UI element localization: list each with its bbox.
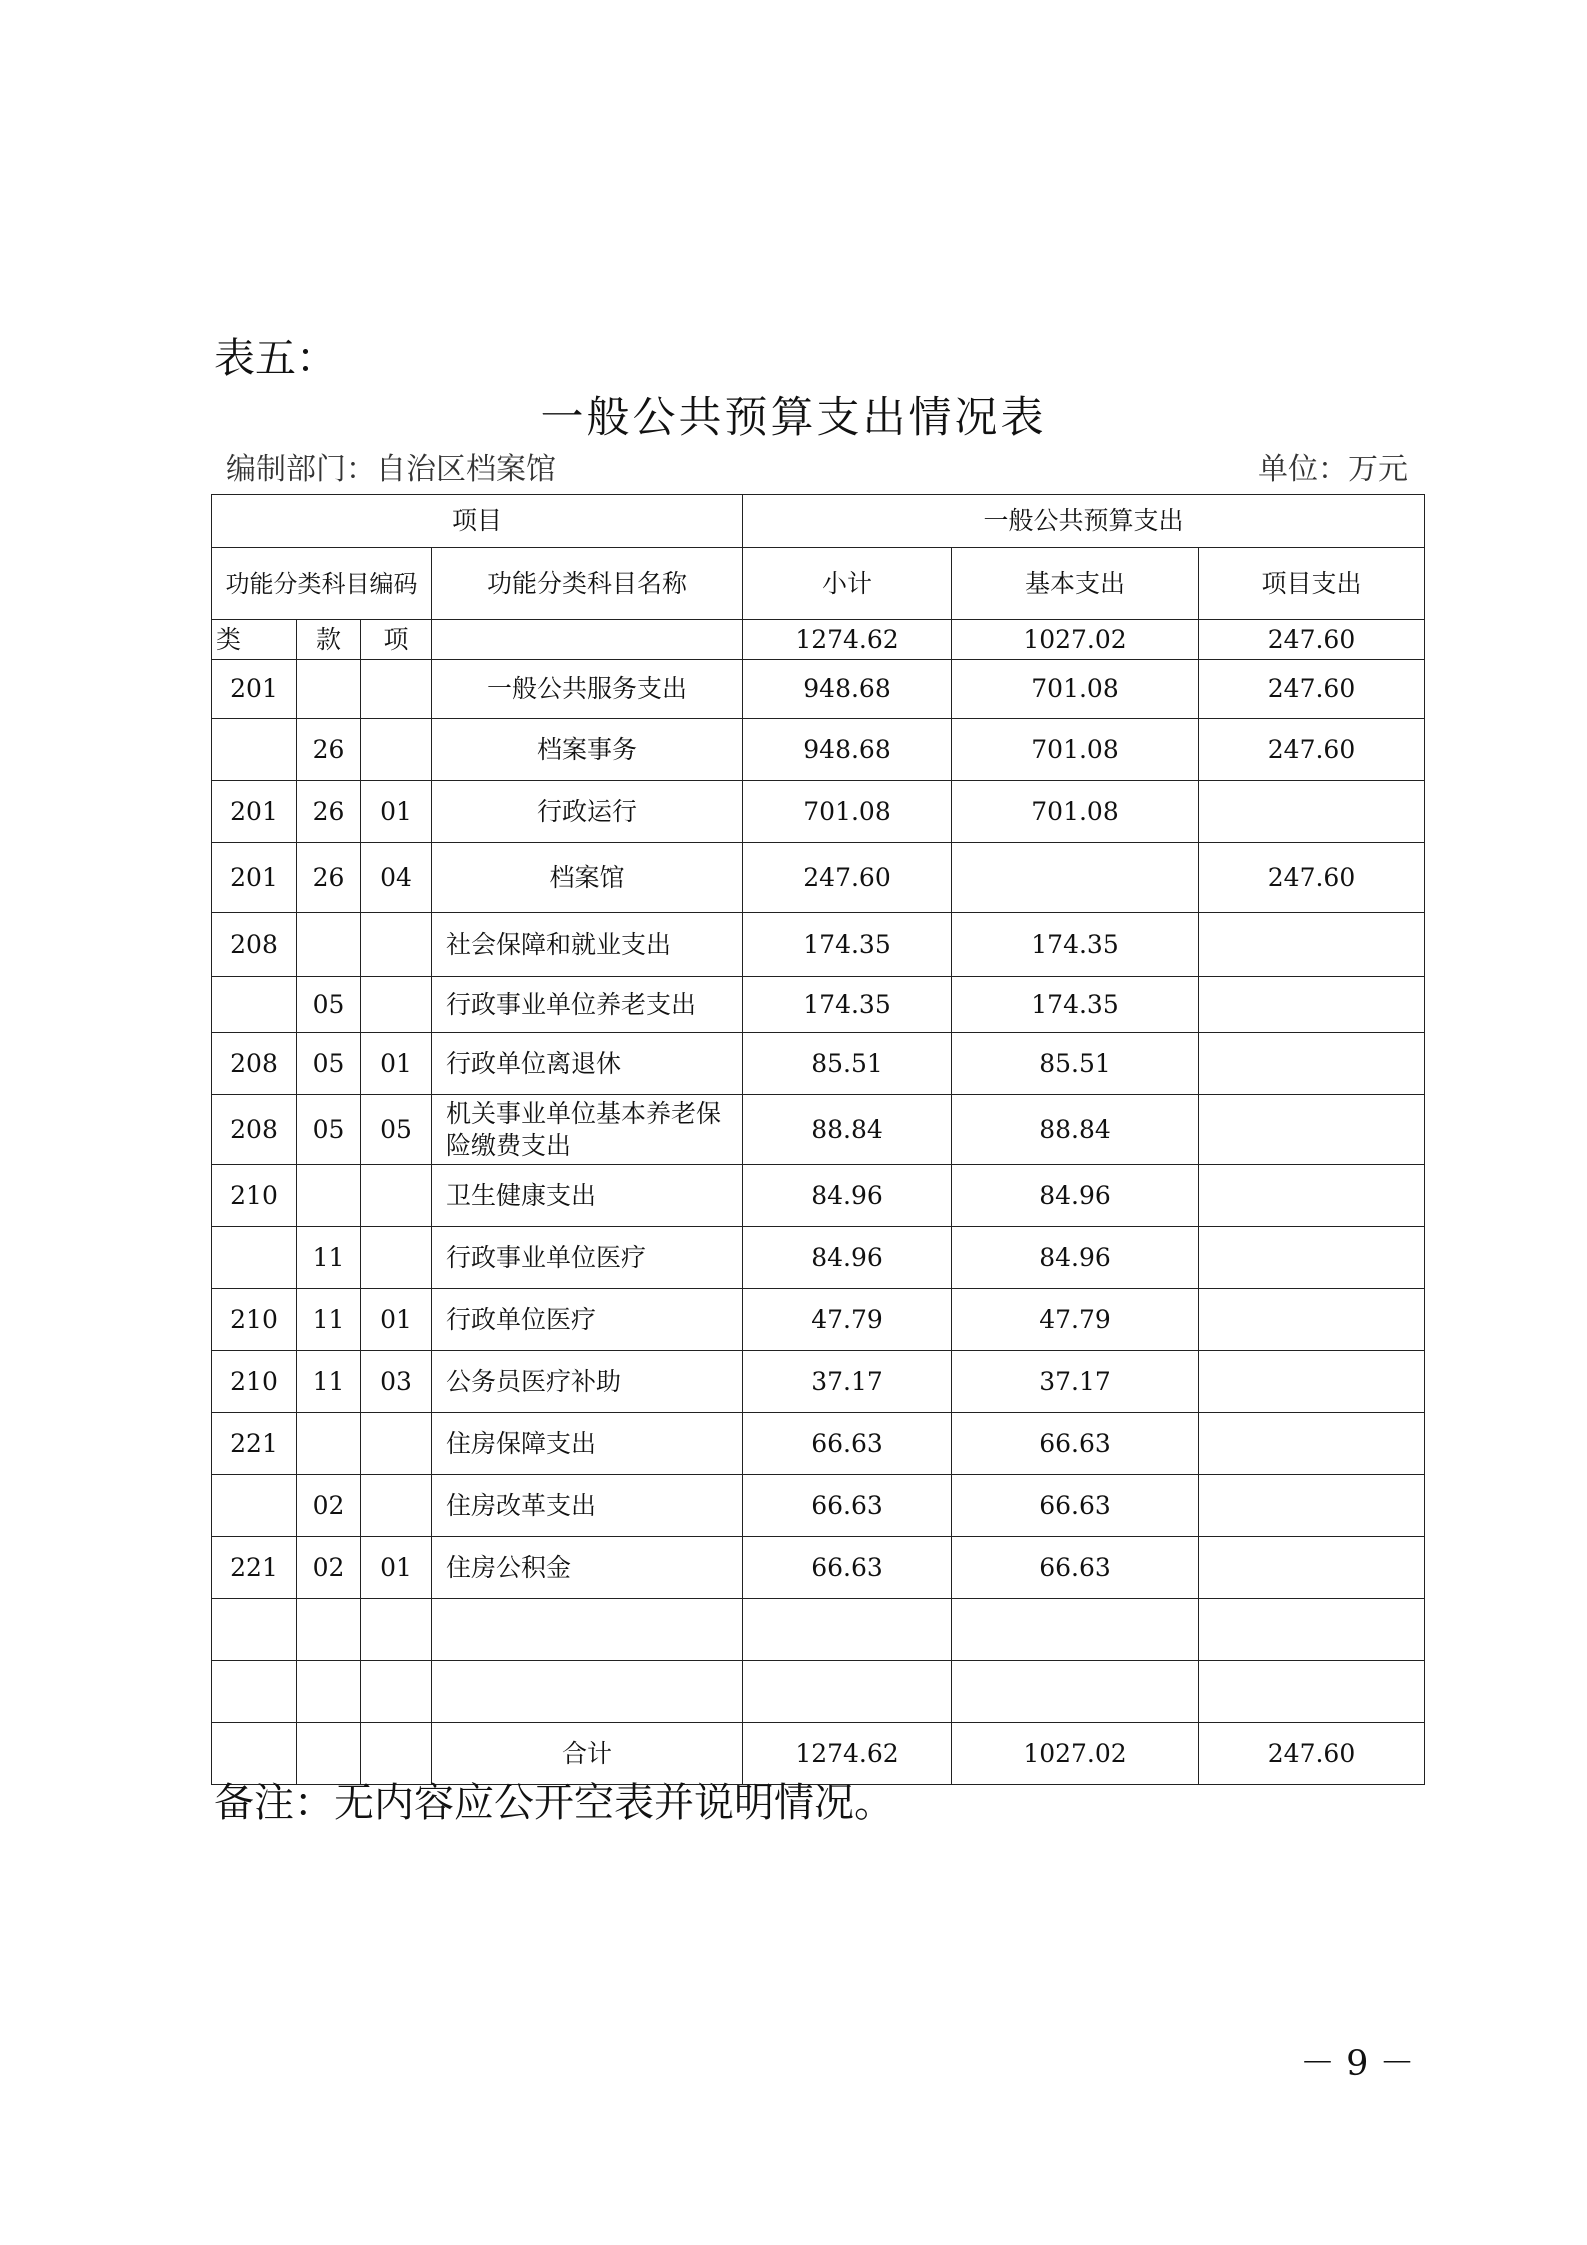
header-budget-group: 一般公共预算支出 bbox=[743, 495, 1425, 548]
code-lei-cell bbox=[212, 1227, 297, 1289]
table-row bbox=[212, 1475, 1425, 1537]
code-lei-cell: 208 bbox=[212, 1095, 297, 1165]
basic-cell: 66.63 bbox=[952, 1537, 1199, 1599]
basic-cell: 701.08 bbox=[952, 781, 1199, 843]
item-name-cell: 一般公共服务支出 bbox=[432, 660, 743, 719]
meta-row bbox=[226, 450, 1408, 490]
department-label: 编制部门：自治区档案馆 bbox=[226, 452, 556, 487]
code-kuan-cell: 26 bbox=[297, 719, 361, 781]
table-row bbox=[212, 719, 1425, 781]
project-cell bbox=[1199, 1165, 1425, 1227]
basic-cell: 701.08 bbox=[952, 660, 1199, 719]
code-xiang-cell: 04 bbox=[361, 843, 432, 913]
project-cell bbox=[1199, 913, 1425, 977]
header-code-group: 功能分类科目编码 bbox=[212, 548, 432, 620]
basic-cell: 47.79 bbox=[952, 1289, 1199, 1351]
code-xiang-cell: 01 bbox=[361, 1537, 432, 1599]
header-empty-cell bbox=[432, 620, 743, 660]
item-name-cell: 住房公积金 bbox=[432, 1537, 743, 1599]
code-lei-cell: 221 bbox=[212, 1413, 297, 1475]
project-cell bbox=[1199, 781, 1425, 843]
table-row bbox=[212, 1227, 1425, 1289]
table-row bbox=[212, 1033, 1425, 1095]
code-xiang-cell bbox=[361, 913, 432, 977]
code-kuan-cell bbox=[297, 660, 361, 719]
code-xiang-cell bbox=[361, 1599, 432, 1661]
code-kuan-cell: 26 bbox=[297, 781, 361, 843]
code-xiang-cell: 01 bbox=[361, 1289, 432, 1351]
project-cell bbox=[1199, 1351, 1425, 1413]
header-xiang: 项 bbox=[361, 620, 432, 660]
project-cell bbox=[1199, 977, 1425, 1033]
subtotal-cell: 85.51 bbox=[743, 1033, 952, 1095]
subtotal-cell: 247.60 bbox=[743, 843, 952, 913]
code-kuan-cell: 05 bbox=[297, 977, 361, 1033]
code-lei-cell bbox=[212, 1475, 297, 1537]
item-name-cell bbox=[432, 1599, 743, 1661]
project-cell bbox=[1199, 1227, 1425, 1289]
project-cell: 247.60 bbox=[1199, 719, 1425, 781]
code-lei-cell bbox=[212, 1599, 297, 1661]
subtotal-cell: 174.35 bbox=[743, 977, 952, 1033]
project-cell bbox=[1199, 1289, 1425, 1351]
subtotal-cell: 66.63 bbox=[743, 1537, 952, 1599]
table-row bbox=[212, 1661, 1425, 1723]
header-project-exp: 项目支出 bbox=[1199, 548, 1425, 620]
table-row bbox=[212, 1599, 1425, 1661]
total-empty-cell bbox=[212, 1723, 297, 1785]
code-xiang-cell bbox=[361, 1413, 432, 1475]
code-xiang-cell bbox=[361, 1227, 432, 1289]
table-row bbox=[212, 1095, 1425, 1165]
basic-cell: 84.96 bbox=[952, 1165, 1199, 1227]
basic-cell: 174.35 bbox=[952, 913, 1199, 977]
basic-cell: 66.63 bbox=[952, 1475, 1199, 1537]
code-lei-cell: 221 bbox=[212, 1537, 297, 1599]
code-kuan-cell: 02 bbox=[297, 1475, 361, 1537]
basic-cell: 84.96 bbox=[952, 1227, 1199, 1289]
total-empty-cell bbox=[361, 1723, 432, 1785]
code-lei-cell: 210 bbox=[212, 1351, 297, 1413]
code-lei-cell bbox=[212, 1661, 297, 1723]
header-name: 功能分类科目名称 bbox=[432, 548, 743, 620]
code-lei-cell: 210 bbox=[212, 1289, 297, 1351]
subtotal-cell bbox=[743, 1599, 952, 1661]
basic-cell bbox=[952, 1661, 1199, 1723]
item-name-cell bbox=[432, 1661, 743, 1723]
basic-cell: 37.17 bbox=[952, 1351, 1199, 1413]
project-cell bbox=[1199, 1413, 1425, 1475]
header-row-3 bbox=[212, 620, 1425, 660]
item-name-cell: 行政事业单位医疗 bbox=[432, 1227, 743, 1289]
item-name-cell: 公务员医疗补助 bbox=[432, 1351, 743, 1413]
table-row bbox=[212, 843, 1425, 913]
code-xiang-cell bbox=[361, 977, 432, 1033]
code-kuan-cell bbox=[297, 913, 361, 977]
code-kuan-cell: 11 bbox=[297, 1351, 361, 1413]
header-row-1 bbox=[212, 495, 1425, 548]
basic-cell: 66.63 bbox=[952, 1413, 1199, 1475]
basic-cell bbox=[952, 1599, 1199, 1661]
code-lei-cell: 201 bbox=[212, 660, 297, 719]
code-lei-cell: 201 bbox=[212, 843, 297, 913]
code-kuan-cell bbox=[297, 1661, 361, 1723]
code-xiang-cell: 01 bbox=[361, 1033, 432, 1095]
header-project: 项目 bbox=[212, 495, 743, 548]
code-kuan-cell: 11 bbox=[297, 1227, 361, 1289]
item-name-cell: 行政单位离退休 bbox=[432, 1033, 743, 1095]
table-row bbox=[212, 1537, 1425, 1599]
subtotal-cell: 37.17 bbox=[743, 1351, 952, 1413]
subtotal-cell: 84.96 bbox=[743, 1165, 952, 1227]
item-name-cell: 行政运行 bbox=[432, 781, 743, 843]
total-project: 247.60 bbox=[1199, 1723, 1425, 1785]
code-kuan-cell bbox=[297, 1165, 361, 1227]
code-xiang-cell bbox=[361, 1165, 432, 1227]
subtotal-cell: 84.96 bbox=[743, 1227, 952, 1289]
basic-cell bbox=[952, 843, 1199, 913]
code-lei-cell bbox=[212, 719, 297, 781]
project-cell bbox=[1199, 1033, 1425, 1095]
subtotal-cell: 88.84 bbox=[743, 1095, 952, 1165]
project-cell bbox=[1199, 1475, 1425, 1537]
table-row bbox=[212, 1413, 1425, 1475]
total-basic: 1027.02 bbox=[952, 1723, 1199, 1785]
subtotal-cell: 948.68 bbox=[743, 660, 952, 719]
unit-label: 单位：万元 bbox=[1258, 452, 1408, 487]
remark-note: 备注：无内容应公开空表并说明情况。 bbox=[214, 1780, 894, 1826]
header-kuan: 款 bbox=[297, 620, 361, 660]
subtotal-cell bbox=[743, 1661, 952, 1723]
top-project: 247.60 bbox=[1199, 620, 1425, 660]
code-kuan-cell: 02 bbox=[297, 1537, 361, 1599]
subtotal-cell: 948.68 bbox=[743, 719, 952, 781]
code-lei-cell: 201 bbox=[212, 781, 297, 843]
code-lei-cell: 208 bbox=[212, 1033, 297, 1095]
code-lei-cell: 210 bbox=[212, 1165, 297, 1227]
project-cell bbox=[1199, 1661, 1425, 1723]
subtotal-cell: 701.08 bbox=[743, 781, 952, 843]
item-name-cell: 档案事务 bbox=[432, 719, 743, 781]
table-row bbox=[212, 913, 1425, 977]
item-name-cell: 住房改革支出 bbox=[432, 1475, 743, 1537]
subtotal-cell: 174.35 bbox=[743, 913, 952, 977]
table-row bbox=[212, 1351, 1425, 1413]
subtotal-cell: 47.79 bbox=[743, 1289, 952, 1351]
item-name-cell: 社会保障和就业支出 bbox=[432, 913, 743, 977]
code-kuan-cell: 05 bbox=[297, 1095, 361, 1165]
basic-cell: 85.51 bbox=[952, 1033, 1199, 1095]
code-xiang-cell bbox=[361, 1475, 432, 1537]
header-row-2 bbox=[212, 548, 1425, 620]
project-cell bbox=[1199, 1537, 1425, 1599]
header-basic: 基本支出 bbox=[952, 548, 1199, 620]
document-title: 一般公共预算支出情况表 bbox=[540, 393, 1047, 443]
item-name-cell: 机关事业单位基本养老保险缴费支出 bbox=[432, 1095, 743, 1165]
code-lei-cell bbox=[212, 977, 297, 1033]
page-number: － 9 － bbox=[1300, 2044, 1415, 2084]
code-xiang-cell bbox=[361, 1661, 432, 1723]
code-xiang-cell: 03 bbox=[361, 1351, 432, 1413]
code-xiang-cell bbox=[361, 660, 432, 719]
table-row bbox=[212, 977, 1425, 1033]
code-xiang-cell: 01 bbox=[361, 781, 432, 843]
header-subtotal: 小计 bbox=[743, 548, 952, 620]
basic-cell: 174.35 bbox=[952, 977, 1199, 1033]
code-kuan-cell bbox=[297, 1599, 361, 1661]
table-row bbox=[212, 660, 1425, 719]
project-cell: 247.60 bbox=[1199, 843, 1425, 913]
subtotal-cell: 66.63 bbox=[743, 1413, 952, 1475]
item-name-cell: 档案馆 bbox=[432, 843, 743, 913]
item-name-cell: 住房保障支出 bbox=[432, 1413, 743, 1475]
code-kuan-cell: 11 bbox=[297, 1289, 361, 1351]
total-empty-cell bbox=[297, 1723, 361, 1785]
code-kuan-cell: 05 bbox=[297, 1033, 361, 1095]
top-basic: 1027.02 bbox=[952, 620, 1199, 660]
total-row bbox=[212, 1723, 1425, 1785]
code-xiang-cell: 05 bbox=[361, 1095, 432, 1165]
project-cell: 247.60 bbox=[1199, 660, 1425, 719]
total-label: 合计 bbox=[432, 1723, 743, 1785]
top-subtotal: 1274.62 bbox=[743, 620, 952, 660]
project-cell bbox=[1199, 1095, 1425, 1165]
section-label: 表五： bbox=[214, 334, 337, 382]
basic-cell: 701.08 bbox=[952, 719, 1199, 781]
item-name-cell: 行政事业单位养老支出 bbox=[432, 977, 743, 1033]
project-cell bbox=[1199, 1599, 1425, 1661]
table-row bbox=[212, 1165, 1425, 1227]
table-row bbox=[212, 781, 1425, 843]
code-kuan-cell: 26 bbox=[297, 843, 361, 913]
item-name-cell: 行政单位医疗 bbox=[432, 1289, 743, 1351]
code-lei-cell: 208 bbox=[212, 913, 297, 977]
subtotal-cell: 66.63 bbox=[743, 1475, 952, 1537]
code-kuan-cell bbox=[297, 1413, 361, 1475]
table-row bbox=[212, 1289, 1425, 1351]
total-subtotal: 1274.62 bbox=[743, 1723, 952, 1785]
basic-cell: 88.84 bbox=[952, 1095, 1199, 1165]
code-xiang-cell bbox=[361, 719, 432, 781]
header-lei: 类 bbox=[212, 620, 297, 660]
budget-table bbox=[211, 494, 1425, 1785]
item-name-cell: 卫生健康支出 bbox=[432, 1165, 743, 1227]
